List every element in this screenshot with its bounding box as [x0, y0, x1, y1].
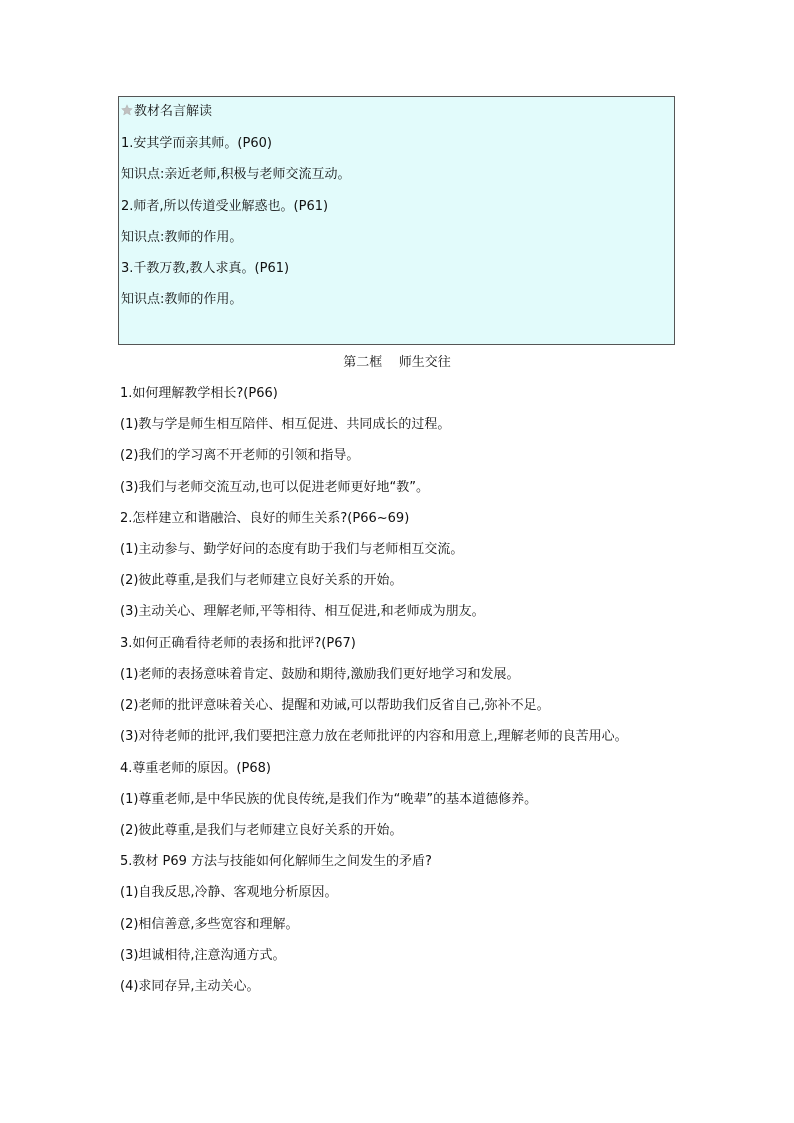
body-line: (2)彼此尊重,是我们与老师建立良好关系的开始。 [120, 823, 403, 838]
body-line: (3)主动关心、理解老师,平等相待、相互促进,和老师成为朋友。 [120, 604, 485, 619]
quote-line: 1.安其学而亲其师。(P60) [121, 136, 272, 151]
star-icon [121, 104, 133, 116]
body-line: 1.如何理解教学相长?(P66) [120, 386, 278, 401]
body-line: (4)求同存异,主动关心。 [120, 979, 260, 994]
quote-line: 知识点:教师的作用。 [121, 230, 243, 245]
quote-line: 3.千教万教,教人求真。(P61) [121, 261, 290, 276]
body-line: (1)自我反思,冷静、客观地分析原因。 [120, 885, 338, 900]
body-line: (2)我们的学习离不开老师的引领和指导。 [120, 448, 360, 463]
quote-line: 2.师者,所以传道受业解惑也。(P61) [121, 199, 329, 214]
body-line: (2)老师的批评意味着关心、提醒和劝诫,可以帮助我们反省自己,弥补不足。 [120, 698, 550, 713]
quote-box [118, 96, 675, 345]
body-line: 4.尊重老师的原因。(P68) [120, 761, 271, 776]
body-line: 3.如何正确看待老师的表扬和批评?(P67) [120, 636, 356, 651]
body-line: (2)彼此尊重,是我们与老师建立良好关系的开始。 [120, 573, 403, 588]
body-line: (2)相信善意,多些宽容和理解。 [120, 917, 299, 932]
body-line: (1)尊重老师,是中华民族的优良传统,是我们作为“晚辈”的基本道德修养。 [120, 792, 538, 807]
body-line: 5.教材 P69 方法与技能如何化解师生之间发生的矛盾? [120, 854, 432, 869]
body-line: (1)老师的表扬意味着肯定、鼓励和期待,激励我们更好地学习和发展。 [120, 667, 520, 682]
quote-line: 知识点:教师的作用。 [121, 292, 243, 307]
quote-box-title-text: 教材名言解读 [134, 104, 213, 119]
body-line: (3)对待老师的批评,我们要把注意力放在老师批评的内容和用意上,理解老师的良苦用心。 [120, 729, 628, 744]
quote-box-title [121, 104, 212, 120]
section-heading: 第二框 师生交往 [343, 355, 451, 370]
quote-line: 知识点:亲近老师,积极与老师交流互动。 [121, 167, 351, 182]
body-line: (1)主动参与、勤学好问的态度有助于我们与老师相互交流。 [120, 542, 464, 557]
body-line: (3)我们与老师交流互动,也可以促进老师更好地“教”。 [120, 480, 430, 495]
body-line: (3)坦诚相待,注意沟通方式。 [120, 948, 286, 963]
body-line: (1)教与学是师生相互陪伴、相互促进、共同成长的过程。 [120, 417, 451, 432]
body-line: 2.怎样建立和谐融洽、良好的师生关系?(P66~69) [120, 511, 410, 526]
